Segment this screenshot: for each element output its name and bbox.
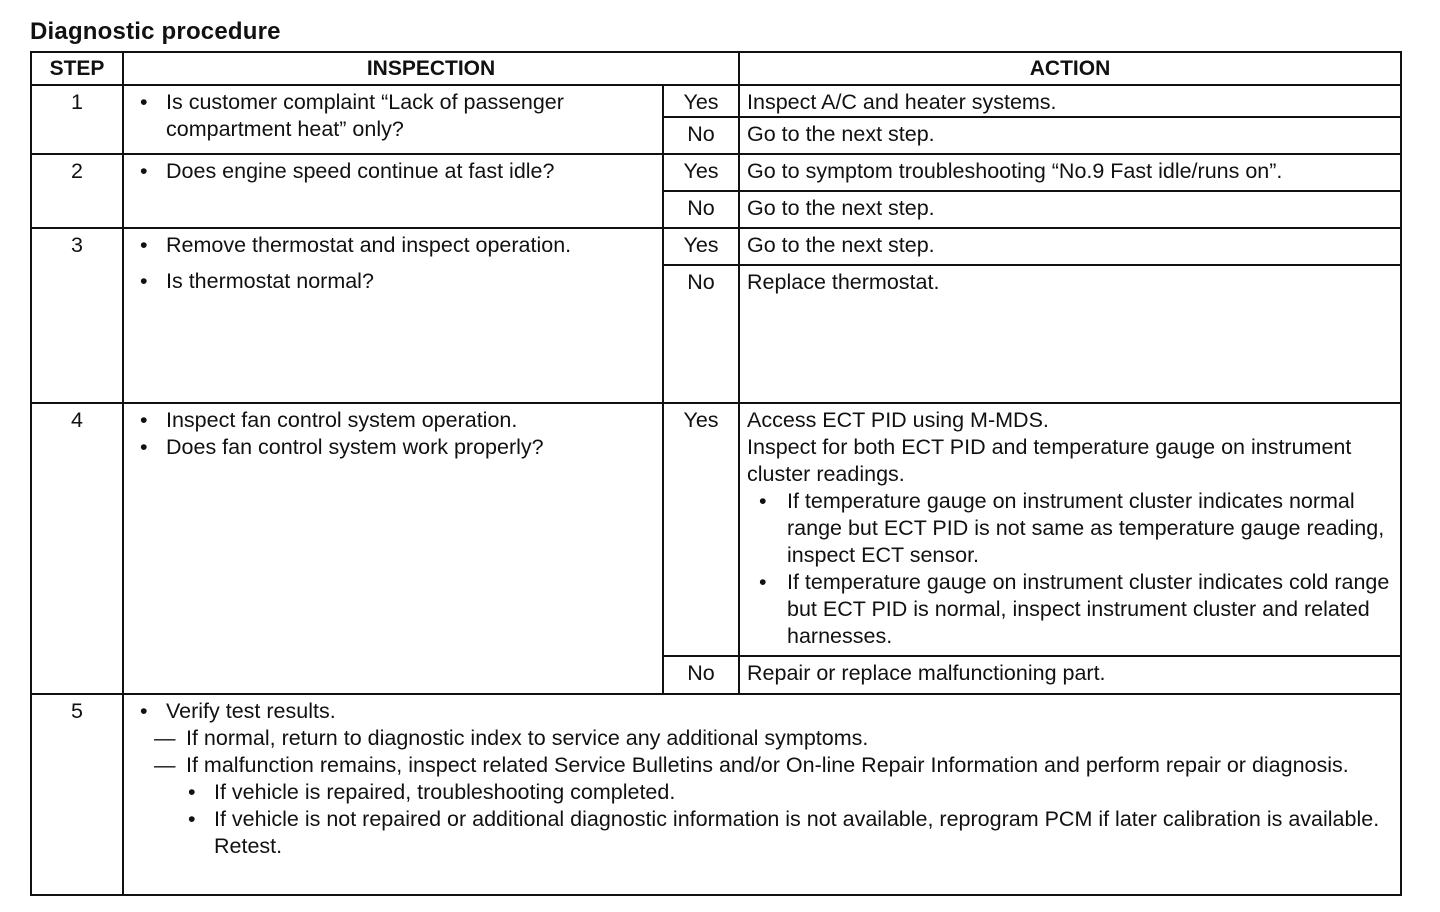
- answer-no: No: [663, 117, 739, 154]
- table-row: [31, 694, 1401, 895]
- action-no: Replace thermostat.: [739, 265, 1401, 403]
- action-no: Go to the next step.: [739, 117, 1401, 154]
- step-number: 3: [31, 228, 123, 403]
- diagnostic-table: [30, 51, 1402, 896]
- action-yes: Go to the next step.: [739, 228, 1401, 265]
- header-action: ACTION: [739, 52, 1401, 85]
- inspection-cell: [123, 154, 663, 228]
- table-row: [31, 228, 1401, 265]
- answer-yes: Yes: [663, 85, 739, 117]
- answer-no: No: [663, 656, 739, 694]
- action-yes: Go to symptom troubleshooting “No.9 Fast idle/runs on”.: [739, 154, 1401, 191]
- inspection-cell: [123, 403, 663, 694]
- step-number: 4: [31, 403, 123, 694]
- answer-no: No: [663, 191, 739, 228]
- action-no: Go to the next step.: [739, 191, 1401, 228]
- table-row: [31, 403, 1401, 656]
- action-yes: [739, 403, 1401, 656]
- inspection-item: • Does engine speed continue at fast idle?: [138, 158, 654, 185]
- header-step: STEP: [31, 52, 123, 85]
- page-title: Diagnostic procedure: [30, 18, 281, 45]
- action-bullet: • If temperature gauge on instrument cluster indicates cold range but ECT PID is normal, inspect instrument cluster and related harnesses.: [757, 569, 1394, 650]
- table-row: [31, 154, 1401, 191]
- action-line: Access ECT PID using M-MDS.: [747, 408, 1049, 432]
- dash-item: — If normal, return to diagnostic index to service any additional symptoms.: [154, 725, 1392, 752]
- step-number: 1: [31, 85, 123, 154]
- table-row: [31, 85, 1401, 117]
- sub-item: • If vehicle is not repaired or additional diagnostic information is not available, reprogram PCM if later calibration is available. Retest.: [186, 806, 1392, 860]
- answer-yes: Yes: [663, 154, 739, 191]
- inspection-item: • Remove thermostat and inspect operation.: [138, 232, 654, 259]
- sub-item: • If vehicle is repaired, troubleshooting completed.: [186, 779, 1392, 806]
- step-number: 5: [31, 694, 123, 895]
- answer-yes: Yes: [663, 403, 739, 656]
- inspection-item: • Inspect fan control system operation.: [138, 407, 654, 434]
- inspection-cell: [123, 228, 663, 403]
- inspection-cell: [123, 694, 1401, 895]
- inspection-item: • Does fan control system work properly?: [138, 434, 654, 461]
- action-bullet: • If temperature gauge on instrument cluster indicates normal range but ECT PID is not same as temperature gauge reading, inspect ECT sensor.: [757, 488, 1394, 569]
- answer-yes: Yes: [663, 228, 739, 265]
- inspection-item: • Verify test results.: [138, 698, 1392, 725]
- action-no: Repair or replace malfunctioning part.: [739, 656, 1401, 694]
- inspection-cell: [123, 85, 663, 154]
- inspection-item: • Is thermostat normal?: [138, 268, 654, 295]
- inspection-item: • Is customer complaint “Lack of passenger compartment heat” only?: [138, 89, 654, 143]
- answer-no: No: [663, 265, 739, 403]
- action-line: Inspect for both ECT PID and temperature gauge on instrument cluster readings.: [747, 435, 1352, 486]
- header-inspection: INSPECTION: [123, 52, 739, 85]
- step-number: 2: [31, 154, 123, 228]
- dash-item: — If malfunction remains, inspect related Service Bulletins and/or On-line Repair Information and perform repair or diagnosis.: [154, 752, 1392, 779]
- header-row: [31, 52, 1401, 85]
- action-yes: Inspect A/C and heater systems.: [739, 85, 1401, 117]
